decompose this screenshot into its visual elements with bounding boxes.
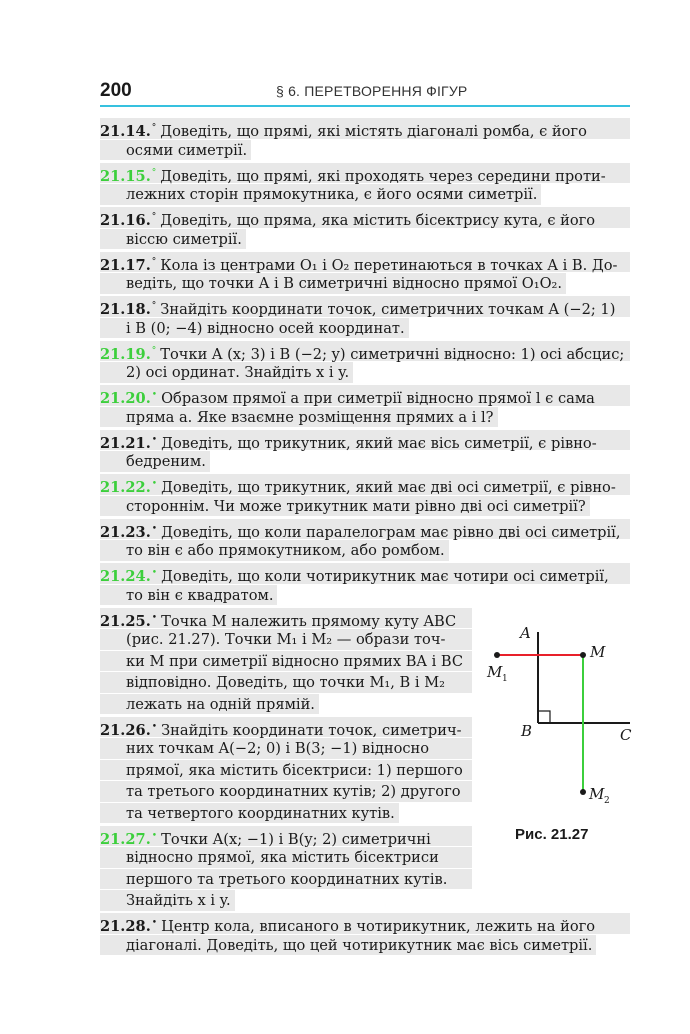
problem-text: Знайдіть x і y.: [100, 890, 235, 911]
label-b: B: [521, 722, 533, 740]
problem-text: лежать на одній прямій.: [100, 694, 319, 715]
label-m2: M: [589, 785, 605, 803]
problem-text: пряма a. Яке взаємне розміщення прямих a і l?: [100, 407, 498, 428]
section-title: § 6. ПЕРЕТВОРЕННЯ ФІГУР: [276, 83, 468, 99]
problem-number: 21.18.: [100, 301, 151, 318]
problem-21-28: 21.28.• Центр кола, вписаного в чотирикутник, лежить на його діагоналі. Доведіть, що цей чотирикутник має вісь симетрії.: [100, 913, 640, 956]
problem-21-25: 21.25.• Точка M належить прямому куту ABC (рис. 21.27). Точки M₁ і M₂ — образи точ- ки M при симетрії відносно прямих BA і BC відповідно. Доведіть, що точки M₁, B і M₂ лежать на одній прямій.: [100, 608, 640, 716]
point-m1: [494, 652, 500, 658]
problem-number: 21.21.: [100, 434, 151, 452]
problem-21-19: 21.19.° Точки A (x; 3) і B (−2; y) симетричні відносно: 1) осі абсцис; 2) осі ординат. Знайдіть x і y.: [100, 341, 640, 384]
problem-number: 21.17.: [100, 256, 151, 274]
problem-number: 21.26.: [100, 721, 151, 739]
figure-caption: Рис. 21.27: [515, 826, 589, 843]
problem-21-23: 21.23.• Доведіть, що коли паралелограм має рівно дві осі симетрії, то він є або прямокутником, або ромбом.: [100, 519, 640, 562]
problem-21-21: 21.21.• Доведіть, що трикутник, який має вісь симетрії, є рівно- бедреним.: [100, 430, 640, 473]
problem-text: Центр кола, вписаного в чотирикутник, лежить на його: [161, 918, 596, 935]
page-number: 200: [100, 80, 132, 101]
problem-number: 21.28.: [100, 918, 151, 935]
problem-text: Доведіть, що прямі, які містять діагоналі ромба, є його: [160, 123, 587, 140]
problem-number: 21.22.: [100, 479, 151, 496]
problem-21-15: 21.15.° Доведіть, що прямі, які проходять через середини проти- лежних сторін прямокутника, є його осями симетрії.: [100, 163, 640, 206]
problem-text: Точки A(x; −1) і B(y; 2) симетричні: [161, 830, 431, 848]
problem-text: ведіть, що точки A і B симетричні відносно прямої O₁O₂.: [100, 273, 566, 294]
problem-text: Знайдіть координати точок, симетричних точкам A (−2; 1): [160, 301, 616, 318]
problem-21-17: 21.17.° Кола із центрами O₁ і O₂ перетинаються в точках A і B. До- ведіть, що точки A і B симетричні відносно прямої O₁O₂.: [100, 252, 640, 295]
problem-21-22: 21.22.• Доведіть, що трикутник, який має дві осі симетрії, є рівно- стороннім. Чи може трикутник мати рівно дві осі симетрії?: [100, 474, 640, 517]
problem-text: стороннім. Чи може трикутник мати рівно дві осі симетрії?: [100, 496, 590, 517]
problem-number: 21.19.: [100, 345, 151, 363]
point-m: [580, 652, 586, 658]
right-angle-mark: [538, 711, 550, 723]
problem-text: прямої, яка містить бісектриси: 1) першого: [100, 760, 472, 781]
problem-text: то він є або прямокутником, або ромбом.: [100, 540, 449, 561]
problem-21-24: 21.24.• Доведіть, що коли чотирикутник має чотири осі симетрії, то він є квадратом.: [100, 563, 640, 606]
problem-number: 21.24.: [100, 568, 151, 585]
label-m1: M: [487, 663, 503, 681]
label-m: M: [590, 643, 606, 661]
problem-text: відносно прямої, яка містить бісектриси: [100, 847, 472, 868]
label-m2-sub: 2: [604, 796, 610, 806]
problem-text: Точка M належить прямому куту ABC: [161, 612, 457, 630]
problem-number: 21.20.: [100, 390, 151, 407]
label-a: A: [520, 624, 531, 642]
label-m1-sub: 1: [502, 674, 508, 684]
problem-text: лежних сторін прямокутника, є його осями симетрії.: [100, 184, 541, 205]
problem-text: Доведіть, що коли паралелограм має рівно дві осі симетрії,: [161, 523, 621, 541]
problem-21-18: 21.18.° Знайдіть координати точок, симетричних точкам A (−2; 1) і B (0; −4) відносно осей координат.: [100, 296, 640, 339]
problem-text: Доведіть, що трикутник, який має вісь симетрії, є рівно-: [161, 434, 597, 452]
problem-text: них точкам A(−2; 0) і B(3; −1) відносно: [100, 738, 472, 759]
problem-number: 21.14.: [100, 123, 151, 140]
problem-number: 21.16.: [100, 212, 151, 229]
problem-text: Точки A (x; 3) і B (−2; y) симетричні відносно: 1) осі абсцис;: [160, 345, 625, 363]
problem-text: Кола із центрами O₁ і O₂ перетинаються в точках A і B. До-: [160, 256, 618, 274]
problem-text: ки M при симетрії відносно прямих BA і BC: [100, 651, 472, 672]
problem-21-26: 21.26.• Знайдіть координати точок, симетрич- них точкам A(−2; 0) і B(3; −1) відносно прямої, яка містить бісектриси: 1) першого та третього координатних кутів; 2) другого та четвертого координатних кутів.: [100, 717, 640, 825]
figure-21-27: [475, 620, 645, 860]
problem-21-27: 21.27.• Точки A(x; −1) і B(y; 2) симетричні відносно прямої, яка містить бісектриси першого та третього координатних кутів. Знайдіть x і y.: [100, 826, 640, 912]
problem-text: Доведіть, що пряма, яка містить бісектрису кута, є його: [160, 212, 596, 229]
header-rule: [100, 105, 630, 107]
problem-text: та четвертого координатних кутів.: [100, 803, 399, 824]
problem-21-16: 21.16.° Доведіть, що пряма, яка містить бісектрису кута, є його віссю симетрії.: [100, 207, 640, 250]
problem-text: бедреним.: [100, 451, 210, 472]
problem-text: (рис. 21.27). Точки M₁ і M₂ — образи точ-: [100, 629, 472, 650]
problem-number: 21.23.: [100, 523, 151, 541]
problem-text: Знайдіть координати точок, симетрич-: [161, 721, 462, 739]
problem-text: Доведіть, що коли чотирикутник має чотири осі симетрії,: [161, 568, 609, 585]
problem-text: Доведіть, що прямі, які проходять через середини проти-: [160, 167, 606, 185]
point-m2: [580, 789, 586, 795]
problem-text: Образом прямої a при симетрії відносно прямої l є сама: [161, 390, 595, 407]
problem-text: Доведіть, що трикутник, який має дві осі симетрії, є рівно-: [161, 479, 616, 496]
label-c: C: [620, 726, 632, 744]
problem-number: 21.25.: [100, 612, 151, 630]
problem-text: та третього координатних кутів; 2) другого: [100, 781, 472, 802]
problem-text: діагоналі. Доведіть, що цей чотирикутник має вісь симетрії.: [100, 935, 596, 956]
problem-text: 2) осі ординат. Знайдіть x і y.: [100, 362, 353, 383]
problem-text: і B (0; −4) відносно осей координат.: [100, 318, 409, 339]
problem-text: віссю симетрії.: [100, 229, 246, 250]
problem-21-14: 21.14.° Доведіть, що прямі, які містять діагоналі ромба, є його осями симетрії.: [100, 118, 640, 161]
problem-text: відповідно. Доведіть, що точки M₁, B і M₂: [100, 672, 472, 693]
problem-text: першого та третього координатних кутів.: [100, 869, 472, 890]
problem-number: 21.15.: [100, 167, 151, 185]
problem-21-20: 21.20.• Образом прямої a при симетрії відносно прямої l є сама пряма a. Яке взаємне розміщення прямих a і l?: [100, 385, 640, 428]
page-header: [100, 80, 630, 104]
problem-text: осями симетрії.: [100, 140, 251, 161]
problem-text: то він є квадратом.: [100, 585, 277, 606]
problem-number: 21.27.: [100, 830, 151, 848]
